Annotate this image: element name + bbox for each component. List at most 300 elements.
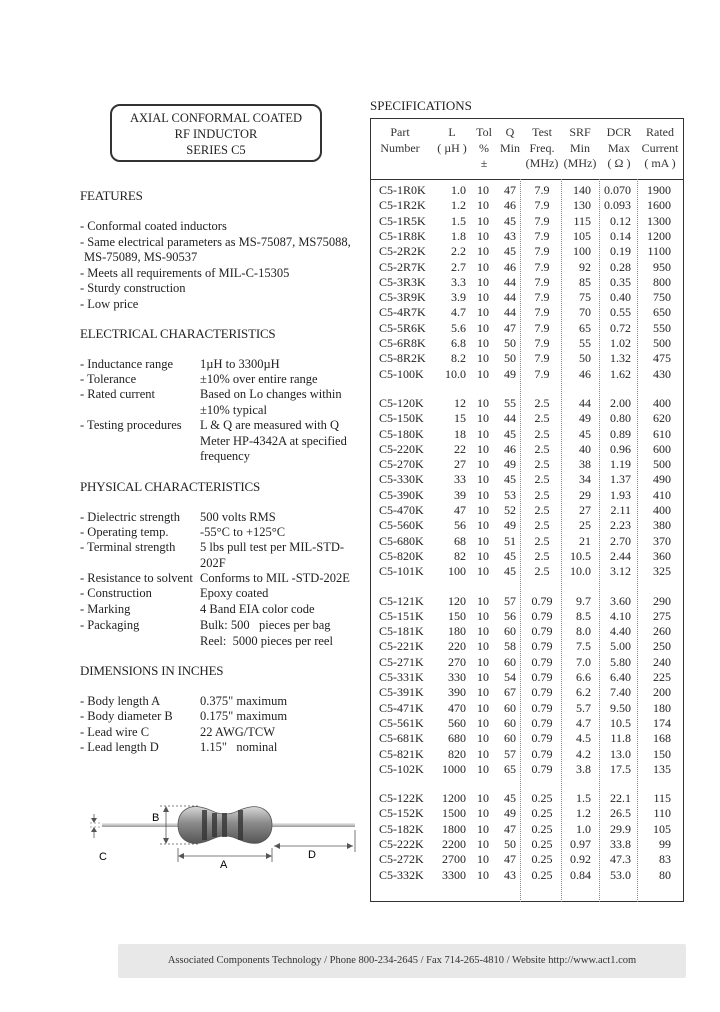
- cell-rated-current: 410: [653, 487, 671, 502]
- cell-tolerance: 10: [477, 564, 489, 579]
- cell-test-freq: 2.5: [534, 441, 550, 456]
- cell-test-freq: 7.9: [534, 336, 550, 350]
- cell-srf-min: 10.5: [570, 548, 591, 563]
- cell-rated-current: 370: [653, 533, 671, 548]
- cell-q-min: 44: [504, 274, 516, 289]
- cell-part-number: C5-121K: [379, 593, 424, 608]
- cell-part-number: C5-331K: [379, 670, 424, 684]
- cell-test-freq: 2.5: [534, 487, 550, 502]
- cell-tolerance: 10: [477, 715, 489, 730]
- cell-q-min: 47: [504, 183, 516, 197]
- cell-tolerance: 10: [477, 213, 489, 228]
- cell-tolerance: 10: [477, 670, 489, 684]
- cell-dcr-max: 33.8: [610, 837, 631, 851]
- cell-inductance: 6.8: [451, 336, 466, 350]
- title-line-2: RF INDUCTOR: [174, 127, 258, 141]
- cell-rated-current: 260: [653, 624, 671, 639]
- cell-q-min: 50: [504, 336, 516, 350]
- cell-srf-min: 92: [579, 259, 591, 274]
- cell-tolerance: 10: [477, 731, 489, 746]
- cell-dcr-max: 0.80: [610, 411, 631, 426]
- cell-dcr-max: 7.40: [610, 685, 631, 700]
- cell-rated-current: 400: [653, 503, 671, 517]
- cell-tolerance: 10: [477, 305, 489, 320]
- title-line-1: AXIAL CONFORMAL COATED: [130, 111, 302, 125]
- cell-part-number: C5-221K: [379, 639, 424, 654]
- cell-part-number: C5-102K: [379, 761, 424, 776]
- cell-test-freq: 0.79: [531, 593, 553, 608]
- cell-q-min: 57: [504, 593, 516, 608]
- cell-test-freq: 7.9: [534, 366, 550, 381]
- cell-q-min: 49: [504, 366, 516, 381]
- cell-part-number: C5-1R8K: [379, 228, 426, 243]
- cell-rated-current: 360: [653, 548, 671, 563]
- cell-q-min: 53: [504, 487, 516, 502]
- specifications-table: [370, 118, 684, 902]
- cell-srf-min: 34: [579, 472, 591, 487]
- cell-dcr-max: 4.40: [610, 624, 631, 639]
- cell-inductance: 390: [448, 685, 466, 700]
- feature-item: - Low price: [80, 296, 139, 311]
- cell-dcr-max: 22.1: [610, 791, 631, 806]
- cell-tolerance: 10: [477, 351, 489, 366]
- cell-srf-min: 1.0: [576, 821, 591, 836]
- cell-srf-min: 3.8: [576, 761, 591, 776]
- cell-q-min: 44: [504, 290, 516, 305]
- cell-tolerance: 10: [477, 791, 489, 806]
- cell-srf-min: 8.0: [576, 624, 591, 639]
- cell-rated-current: 620: [653, 411, 671, 426]
- cell-srf-min: 45: [579, 426, 591, 441]
- cell-dcr-max: 6.40: [610, 670, 631, 684]
- electrical-heading: ELECTRICAL CHARACTERISTICS: [80, 326, 276, 341]
- header-dcr-max: DCR Max ( Ω ): [606, 125, 632, 170]
- cell-inductance: 8.2: [451, 351, 466, 366]
- cell-q-min: 65: [504, 761, 516, 776]
- cell-inductance: 10.0: [445, 366, 466, 381]
- cell-inductance: 820: [448, 746, 466, 761]
- cell-rated-current: 240: [653, 654, 671, 669]
- cell-rated-current: 110: [653, 806, 671, 821]
- cell-inductance: 2700: [442, 852, 466, 867]
- cell-q-min: 47: [504, 320, 516, 335]
- cell-tolerance: 10: [477, 366, 489, 381]
- cell-q-min: 47: [504, 852, 516, 867]
- cell-test-freq: 2.5: [534, 457, 550, 472]
- physical-label: - Packaging: [80, 618, 140, 632]
- cell-dcr-max: 10.5: [610, 715, 631, 730]
- cell-tolerance: 10: [477, 487, 489, 502]
- cell-inductance: 68: [454, 533, 466, 548]
- cell-dcr-max: 0.72: [610, 320, 631, 335]
- cell-srf-min: 50: [579, 351, 591, 366]
- header-part-number: Part Number: [380, 125, 420, 155]
- cell-rated-current: 750: [653, 290, 671, 305]
- cell-dcr-max: 29.9: [610, 821, 631, 836]
- cell-tolerance: 10: [477, 837, 489, 851]
- cell-dcr-max: 1.32: [610, 351, 631, 366]
- cell-part-number: C5-101K: [379, 564, 424, 579]
- cell-inductance: 82: [454, 548, 466, 563]
- cell-part-number: C5-332K: [379, 867, 424, 882]
- cell-rated-current: 174: [653, 715, 671, 730]
- cell-part-number: C5-6R8K: [379, 336, 426, 350]
- cell-rated-current: 1100: [647, 244, 671, 259]
- cell-inductance: 39: [454, 487, 466, 502]
- cell-inductance: 12: [454, 395, 466, 410]
- cell-rated-current: 290: [653, 593, 671, 608]
- cell-test-freq: 0.79: [531, 639, 553, 654]
- cell-inductance: 330: [448, 670, 466, 684]
- cell-test-freq: 7.9: [534, 259, 550, 274]
- lead-wire-left: [102, 823, 180, 827]
- physical-label: - Terminal strength: [80, 540, 176, 554]
- cell-inductance: 1000: [442, 761, 466, 776]
- cell-srf-min: 6.2: [576, 685, 591, 700]
- cell-dcr-max: 1.62: [610, 366, 631, 381]
- cell-test-freq: 0.79: [531, 700, 553, 715]
- cell-part-number: C5-151K: [379, 608, 424, 623]
- cell-q-min: 47: [504, 821, 516, 836]
- cell-tolerance: 10: [477, 228, 489, 243]
- cell-test-freq: 7.9: [534, 274, 550, 289]
- cell-srf-min: 1.2: [576, 806, 591, 821]
- cell-part-number: C5-1R5K: [379, 213, 426, 228]
- cell-q-min: 60: [504, 715, 516, 730]
- cell-q-min: 46: [504, 259, 516, 274]
- physical-heading: PHYSICAL CHARACTERISTICS: [80, 479, 260, 494]
- cell-rated-current: 115: [653, 791, 671, 806]
- cell-test-freq: 0.25: [531, 806, 553, 821]
- cell-test-freq: 2.5: [534, 518, 550, 533]
- cell-test-freq: 2.5: [534, 548, 550, 563]
- cell-part-number: C5-120K: [379, 395, 424, 410]
- dimension-value: 1.15" nominal: [200, 740, 278, 754]
- cell-test-freq: 2.5: [534, 411, 550, 426]
- cell-part-number: C5-222K: [379, 837, 424, 851]
- physical-value: -55°C to +125°C: [200, 525, 286, 539]
- physical-value: Bulk: 500 pieces per bag Reel: 5000 pieces per reel: [200, 618, 333, 648]
- cell-inductance: 3300: [442, 867, 466, 882]
- cell-tolerance: 10: [477, 852, 489, 867]
- cell-part-number: C5-4R7K: [379, 305, 426, 320]
- cell-q-min: 67: [504, 685, 516, 700]
- cell-tolerance: 10: [477, 867, 489, 882]
- cell-test-freq: 0.79: [531, 731, 553, 746]
- cell-rated-current: 1900: [647, 183, 671, 197]
- cell-test-freq: 0.25: [531, 837, 553, 851]
- cell-rated-current: 490: [653, 472, 671, 487]
- cell-test-freq: 0.25: [531, 852, 553, 867]
- cell-tolerance: 10: [477, 518, 489, 533]
- cell-rated-current: 83: [659, 852, 671, 867]
- cell-part-number: C5-391K: [379, 685, 424, 700]
- cell-rated-current: 500: [653, 457, 671, 472]
- cell-q-min: 58: [504, 639, 516, 654]
- cell-srf-min: 4.7: [576, 715, 591, 730]
- cell-dcr-max: 4.10: [610, 608, 631, 623]
- cell-dcr-max: 0.40: [610, 290, 631, 305]
- cell-srf-min: 46: [579, 366, 591, 381]
- cell-test-freq: 7.9: [534, 290, 550, 305]
- cell-tolerance: 10: [477, 593, 489, 608]
- cell-part-number: C5-272K: [379, 852, 424, 867]
- cell-dcr-max: 2.11: [610, 503, 631, 517]
- cell-inductance: 1.2: [451, 198, 466, 213]
- cell-inductance: 1.8: [451, 228, 466, 243]
- cell-tolerance: 10: [477, 244, 489, 259]
- cell-test-freq: 0.79: [531, 608, 553, 623]
- cell-srf-min: 0.84: [570, 867, 591, 882]
- cell-srf-min: 75: [579, 290, 591, 305]
- cell-inductance: 47: [454, 503, 466, 517]
- cell-dcr-max: 1.37: [610, 472, 631, 487]
- cell-dcr-max: 5.80: [610, 654, 631, 669]
- cell-dcr-max: 3.12: [610, 564, 631, 579]
- cell-srf-min: 49: [579, 411, 591, 426]
- dimension-value: 0.175" maximum: [200, 709, 288, 723]
- cell-inductance: 3.9: [451, 290, 466, 305]
- cell-dcr-max: 0.96: [610, 441, 631, 456]
- cell-tolerance: 10: [477, 806, 489, 821]
- physical-value: Epoxy coated: [200, 586, 269, 600]
- cell-rated-current: 180: [653, 700, 671, 715]
- cell-q-min: 45: [504, 791, 516, 806]
- cell-inductance: 100: [448, 564, 466, 579]
- cell-dcr-max: 0.093: [604, 198, 631, 213]
- cell-inductance: 1200: [442, 791, 466, 806]
- cell-srf-min: 10.0: [570, 564, 591, 579]
- dimension-label: - Lead length D: [80, 740, 159, 754]
- cell-srf-min: 65: [579, 320, 591, 335]
- cell-dcr-max: 0.14: [610, 228, 631, 243]
- cell-test-freq: 7.9: [534, 183, 550, 197]
- cell-part-number: C5-271K: [379, 654, 424, 669]
- cell-rated-current: 99: [659, 837, 671, 851]
- electrical-value: ±10% over entire range: [200, 372, 318, 386]
- cell-tolerance: 10: [477, 548, 489, 563]
- cell-q-min: 43: [504, 228, 516, 243]
- specifications-heading: SPECIFICATIONS: [370, 98, 472, 113]
- cell-test-freq: 0.79: [531, 654, 553, 669]
- cell-test-freq: 0.79: [531, 761, 553, 776]
- cell-rated-current: 380: [653, 518, 671, 533]
- cell-tolerance: 10: [477, 746, 489, 761]
- cell-dcr-max: 11.8: [610, 731, 631, 746]
- cell-part-number: C5-152K: [379, 806, 424, 821]
- cell-test-freq: 0.79: [531, 624, 553, 639]
- cell-tolerance: 10: [477, 198, 489, 213]
- cell-inductance: 2200: [442, 837, 466, 851]
- cell-dcr-max: 9.50: [610, 700, 631, 715]
- cell-q-min: 52: [504, 503, 516, 517]
- cell-inductance: 22: [454, 441, 466, 456]
- cell-srf-min: 70: [579, 305, 591, 320]
- cell-dcr-max: 0.35: [610, 274, 631, 289]
- cell-dcr-max: 1.19: [610, 457, 631, 472]
- cell-test-freq: 7.9: [534, 320, 550, 335]
- cell-srf-min: 140: [573, 183, 591, 197]
- cell-q-min: 55: [504, 395, 516, 410]
- header-q-min: Q Min: [499, 125, 520, 155]
- cell-test-freq: 0.25: [531, 821, 553, 836]
- electrical-value: 1µH to 3300µH: [200, 357, 280, 371]
- cell-rated-current: 1300: [647, 213, 671, 228]
- cell-part-number: C5-270K: [379, 457, 424, 472]
- cell-rated-current: 135: [653, 761, 671, 776]
- cell-srf-min: 105: [573, 228, 591, 243]
- cell-tolerance: 10: [477, 654, 489, 669]
- electrical-value: L & Q are measured with Q Meter HP-4342A at specified frequency: [200, 418, 347, 463]
- cell-q-min: 44: [504, 411, 516, 426]
- cell-dcr-max: 26.5: [610, 806, 631, 821]
- cell-rated-current: 550: [653, 320, 671, 335]
- cell-q-min: 45: [504, 548, 516, 563]
- feature-item: MS-75089, MS-90537: [84, 250, 198, 264]
- physical-label: - Construction: [80, 586, 152, 600]
- feature-item: - Meets all requirements of MIL-C-15305: [80, 265, 290, 280]
- cell-srf-min: 7.0: [576, 654, 591, 669]
- cell-q-min: 45: [504, 564, 516, 579]
- electrical-label: - Testing procedures: [80, 418, 182, 432]
- cell-tolerance: 10: [477, 608, 489, 623]
- cell-part-number: C5-471K: [379, 700, 424, 715]
- cell-dcr-max: 2.44: [610, 548, 631, 563]
- cell-tolerance: 10: [477, 411, 489, 426]
- physical-label: - Dielectric strength: [80, 510, 180, 524]
- cell-part-number: C5-330K: [379, 472, 424, 487]
- cell-srf-min: 40: [579, 441, 591, 456]
- cell-inductance: 680: [448, 731, 466, 746]
- cell-srf-min: 44: [579, 395, 591, 410]
- lead-wire-right: [270, 823, 355, 827]
- color-band: [202, 810, 207, 840]
- inductor-diagram: [90, 790, 360, 890]
- cell-part-number: C5-100K: [379, 366, 424, 381]
- header-rated-current: Rated Current ( mA ): [641, 125, 679, 170]
- cell-tolerance: 10: [477, 639, 489, 654]
- cell-inductance: 120: [448, 593, 466, 608]
- cell-srf-min: 1.5: [576, 791, 591, 806]
- cell-dcr-max: 0.55: [610, 305, 631, 320]
- cell-inductance: 180: [448, 624, 466, 639]
- cell-inductance: 220: [448, 639, 466, 654]
- cell-tolerance: 10: [477, 821, 489, 836]
- cell-srf-min: 0.97: [570, 837, 591, 851]
- cell-inductance: 1.0: [451, 183, 466, 197]
- cell-rated-current: 250: [653, 639, 671, 654]
- cell-q-min: 49: [504, 518, 516, 533]
- cell-part-number: C5-5R6K: [379, 320, 426, 335]
- cell-srf-min: 0.92: [570, 852, 591, 867]
- cell-dcr-max: 0.12: [610, 213, 631, 228]
- physical-value: 500 volts RMS: [200, 510, 276, 524]
- cell-part-number: C5-122K: [379, 791, 424, 806]
- feature-item: - Same electrical parameters as MS-75087, MS75088,: [80, 234, 351, 249]
- physical-value: 5 lbs pull test per MIL-STD- 202F: [200, 540, 345, 570]
- cell-q-min: 49: [504, 806, 516, 821]
- cell-part-number: C5-390K: [379, 487, 424, 502]
- cell-part-number: C5-8R2K: [379, 351, 426, 366]
- physical-label: - Operating temp.: [80, 525, 169, 539]
- cell-inductance: 18: [454, 426, 466, 441]
- cell-rated-current: 430: [653, 366, 671, 381]
- cell-srf-min: 115: [573, 213, 591, 228]
- cell-part-number: C5-2R7K: [379, 259, 426, 274]
- cell-part-number: C5-3R3K: [379, 274, 426, 289]
- table-header: [371, 119, 683, 180]
- physical-value: 4 Band EIA color code: [200, 602, 315, 616]
- dimension-label: - Lead wire C: [80, 725, 150, 739]
- feature-item: - Sturdy construction: [80, 281, 186, 295]
- cell-dcr-max: 2.70: [610, 533, 631, 548]
- cell-srf-min: 25: [579, 518, 591, 533]
- cell-tolerance: 10: [477, 183, 489, 197]
- cell-rated-current: 200: [653, 685, 671, 700]
- cell-part-number: C5-560K: [379, 518, 424, 533]
- cell-rated-current: 650: [653, 305, 671, 320]
- dimensions-heading: DIMENSIONS IN INCHES: [80, 663, 224, 678]
- cell-dcr-max: 1.02: [610, 336, 631, 350]
- cell-inductance: 4.7: [451, 305, 466, 320]
- color-band: [238, 810, 243, 840]
- cell-part-number: C5-220K: [379, 441, 424, 456]
- cell-test-freq: 7.9: [534, 351, 550, 366]
- cell-part-number: C5-181K: [379, 624, 424, 639]
- cell-test-freq: 2.5: [534, 503, 550, 517]
- cell-tolerance: 10: [477, 761, 489, 776]
- cell-q-min: 57: [504, 746, 516, 761]
- dimension-label: - Body diameter B: [80, 709, 173, 723]
- cell-q-min: 60: [504, 731, 516, 746]
- cell-srf-min: 4.5: [576, 731, 591, 746]
- cell-inductance: 5.6: [451, 320, 466, 335]
- cell-inductance: 27: [454, 457, 466, 472]
- cell-dcr-max: 2.23: [610, 518, 631, 533]
- cell-part-number: C5-2R2K: [379, 244, 426, 259]
- cell-q-min: 45: [504, 244, 516, 259]
- cell-srf-min: 5.7: [576, 700, 591, 715]
- cell-srf-min: 27: [579, 503, 591, 517]
- cell-inductance: 2.2: [451, 244, 466, 259]
- cell-part-number: C5-680K: [379, 533, 424, 548]
- cell-inductance: 470: [448, 700, 466, 715]
- cell-rated-current: 150: [653, 746, 671, 761]
- cell-test-freq: 0.79: [531, 746, 553, 761]
- cell-rated-current: 475: [653, 351, 671, 366]
- electrical-value: Based on Lo changes within ±10% typical: [200, 387, 342, 417]
- physical-value: Conforms to MIL -STD-202E: [200, 571, 350, 585]
- cell-srf-min: 9.7: [576, 593, 591, 608]
- cell-rated-current: 168: [653, 731, 671, 746]
- cell-srf-min: 8.5: [576, 608, 591, 623]
- cell-part-number: C5-1R0K: [379, 183, 426, 197]
- cell-rated-current: 800: [653, 274, 671, 289]
- cell-dcr-max: 0.89: [610, 426, 631, 441]
- cell-test-freq: 7.9: [534, 213, 550, 228]
- cell-tolerance: 10: [477, 336, 489, 350]
- cell-part-number: C5-681K: [379, 731, 424, 746]
- cell-test-freq: 2.5: [534, 533, 550, 548]
- cell-inductance: 150: [448, 608, 466, 623]
- cell-test-freq: 0.79: [531, 670, 553, 684]
- cell-test-freq: 2.5: [534, 564, 550, 579]
- cell-inductance: 1800: [442, 821, 466, 836]
- cell-srf-min: 4.2: [576, 746, 591, 761]
- cell-test-freq: 7.9: [534, 244, 550, 259]
- cell-q-min: 60: [504, 654, 516, 669]
- cell-srf-min: 85: [579, 274, 591, 289]
